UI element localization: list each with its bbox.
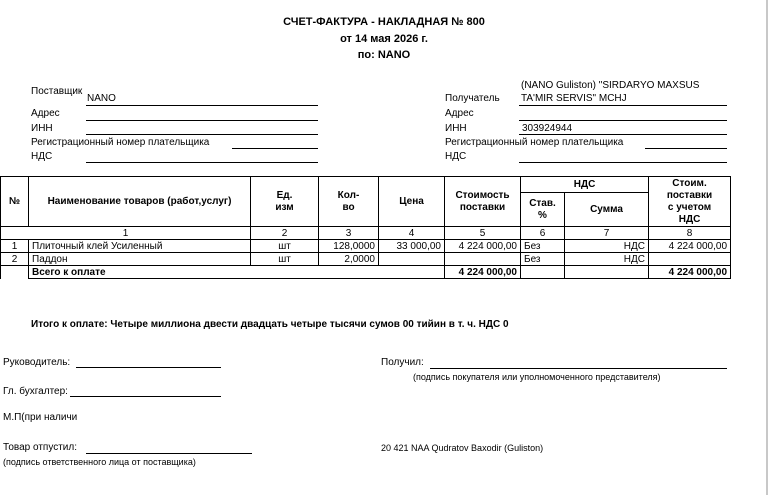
col-number: 6 bbox=[521, 227, 565, 240]
row-nds-sum: НДС bbox=[565, 253, 649, 266]
director-label: Руководитель: bbox=[3, 357, 71, 368]
document-title: СЧЕТ-ФАКТУРА - НАКЛАДНАЯ № 800 bbox=[283, 16, 485, 28]
header-total: Стоим. поставки с учетом НДС bbox=[649, 177, 731, 227]
supplier-nds-line bbox=[86, 162, 318, 163]
accountant-signature-line bbox=[70, 396, 221, 397]
header-price: Цена bbox=[379, 177, 445, 227]
released-label: Товар отпустил: bbox=[3, 442, 77, 453]
row-rate: Без bbox=[521, 240, 565, 253]
released-note: (подпись ответственного лица от поставщика) bbox=[3, 457, 196, 467]
header-nds-rate: Став. % bbox=[521, 193, 565, 227]
supplier-value: NANO bbox=[87, 93, 116, 104]
received-label: Получил: bbox=[381, 357, 424, 368]
row-unit: шт bbox=[251, 253, 319, 266]
row-unit: шт bbox=[251, 240, 319, 253]
column-numbers-row bbox=[1, 227, 731, 240]
agent-name: 20 421 NAA Qudratov Baxodir (Guliston) bbox=[381, 443, 544, 453]
recipient-value-line1: (NANO Guliston) "SIRDARYO MAXSUS bbox=[521, 80, 700, 91]
supplier-nds-label: НДС bbox=[31, 151, 53, 162]
recipient-address-line bbox=[519, 120, 727, 121]
payment-summary: Итого к оплате: Четыре миллиона двести двадцать четыре тысячи сумов 00 тийин в т. ч. НДС 0 bbox=[31, 319, 509, 330]
stamp-label: М.П(при наличи bbox=[3, 412, 78, 423]
row-cost: 4 224 000,00 bbox=[445, 240, 521, 253]
row-cost bbox=[445, 253, 521, 266]
row-name: Паддон bbox=[29, 253, 251, 266]
recipient-inn-value: 303924944 bbox=[522, 123, 573, 134]
table-row bbox=[1, 253, 731, 266]
header-nds-sum: Сумма bbox=[565, 193, 649, 227]
invoice-table bbox=[0, 176, 731, 279]
supplier-regnum-line bbox=[232, 148, 318, 149]
col-number: 4 bbox=[379, 227, 445, 240]
header-name: Наименование товаров (работ,услуг) bbox=[29, 177, 251, 227]
supplier-line bbox=[86, 105, 318, 106]
header-qty: Кол- во bbox=[319, 177, 379, 227]
col-number: 7 bbox=[565, 227, 649, 240]
total-row bbox=[1, 266, 731, 279]
recipient-nds-label: НДС bbox=[445, 151, 467, 162]
table-row bbox=[1, 240, 731, 253]
total-label: Всего к оплате bbox=[29, 266, 445, 279]
recipient-line bbox=[519, 105, 727, 106]
col-number: 3 bbox=[319, 227, 379, 240]
col-number: 5 bbox=[445, 227, 521, 240]
accountant-label: Гл. бухгалтер: bbox=[3, 386, 68, 397]
supplier-address-line bbox=[86, 120, 318, 121]
col-number: 2 bbox=[251, 227, 319, 240]
row-nds-sum: НДС bbox=[565, 240, 649, 253]
document-date: от 14 мая 2026 г. bbox=[340, 33, 428, 45]
received-note: (подпись покупателя или уполномоченного представителя) bbox=[413, 372, 661, 382]
total-sum: 4 224 000,00 bbox=[649, 266, 731, 279]
recipient-label: Получатель bbox=[445, 93, 500, 104]
row-total bbox=[649, 253, 731, 266]
row-rate: Без bbox=[521, 253, 565, 266]
row-name: Плиточный клей Усиленный bbox=[29, 240, 251, 253]
recipient-address-label: Адрес bbox=[445, 108, 474, 119]
recipient-regnum-label: Регистрационный номер плательщика bbox=[445, 137, 624, 148]
recipient-value-line2: TA'MIR SERVIS" MCHJ bbox=[521, 93, 627, 104]
recipient-inn-line bbox=[519, 134, 727, 135]
header-nds: НДС bbox=[521, 177, 649, 193]
supplier-label: Поставщик bbox=[31, 86, 83, 97]
supplier-address-label: Адрес bbox=[31, 108, 60, 119]
header-cost: Стоимость поставки bbox=[445, 177, 521, 227]
header-num: № bbox=[1, 177, 29, 227]
row-num: 2 bbox=[1, 253, 29, 266]
row-num: 1 bbox=[1, 240, 29, 253]
recipient-nds-line bbox=[519, 162, 727, 163]
recipient-regnum-line bbox=[645, 148, 727, 149]
document-po: по: NANO bbox=[357, 49, 411, 61]
col-number: 1 bbox=[1, 227, 251, 240]
supplier-inn-label: ИНН bbox=[31, 123, 53, 134]
released-signature-line bbox=[86, 453, 252, 454]
received-signature-line bbox=[430, 368, 727, 369]
director-signature-line bbox=[76, 367, 221, 368]
col-number: 8 bbox=[649, 227, 731, 240]
total-cost: 4 224 000,00 bbox=[445, 266, 521, 279]
row-total: 4 224 000,00 bbox=[649, 240, 731, 253]
row-price: 33 000,00 bbox=[379, 240, 445, 253]
recipient-inn-label: ИНН bbox=[445, 123, 467, 134]
row-qty: 128,0000 bbox=[319, 240, 379, 253]
row-qty: 2,0000 bbox=[319, 253, 379, 266]
row-price bbox=[379, 253, 445, 266]
supplier-regnum-label: Регистрационный номер плательщика bbox=[31, 137, 210, 148]
supplier-inn-line bbox=[86, 134, 318, 135]
header-unit: Ед. изм bbox=[251, 177, 319, 227]
